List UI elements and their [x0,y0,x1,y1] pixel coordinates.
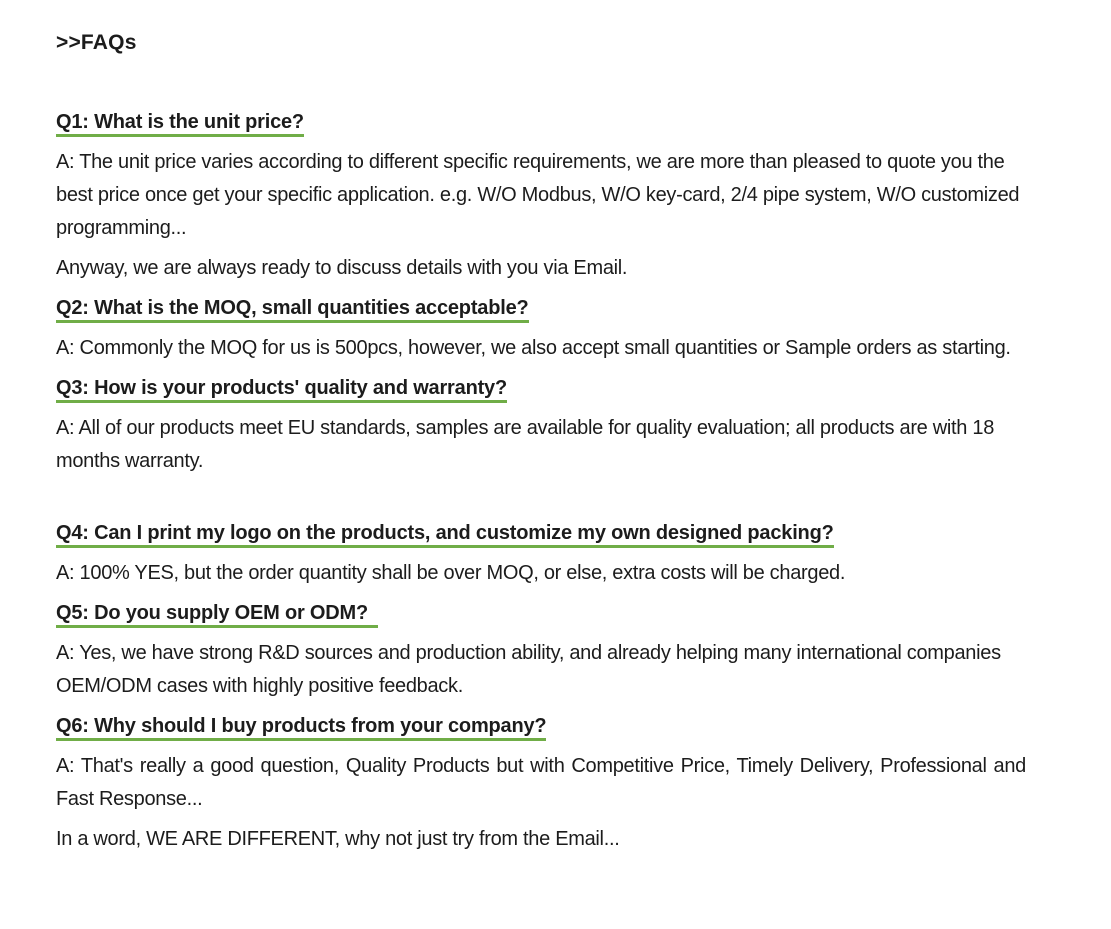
faq-question-q3 [56,372,1026,405]
faq-answer-paragraph: In a word, WE ARE DIFFERENT, why not just try from the Email... [56,828,620,850]
faq-question-text: Q1: What is the unit price? [56,111,304,137]
faq-answer-paragraph: A: The unit price varies according to different specific requirements, we are more than pleased to quote you the best price once get your specific application. e.g. W/O Modbus, W/O key-card, 2/4 pipe system, W/O customized programming... [56,151,1020,239]
faq-question-text: Q6: Why should I buy products from your company? [56,715,546,741]
faq-answer-paragraph: A: Yes, we have strong R&D sources and production ability, and already helping many international companies OEM/ODM cases with highly positive feedback. [56,642,1001,697]
faq-item-q4 [56,517,1026,590]
faq-item-q6 [56,710,1026,856]
faq-item-q1 [56,106,1026,285]
faq-answer-paragraph: A: That's really a good question, Quality Products but with Competitive Price, Timely Delivery, Professional and Fast Response... [56,755,1026,810]
faq-question-q6 [56,710,1026,743]
faq-answer-paragraph: A: Commonly the MOQ for us is 500pcs, however, we also accept small quantities or Sample orders as starting. [56,337,1011,359]
faq-answer-paragraph: Anyway, we are always ready to discuss details with you via Email. [56,257,628,279]
faq-question-q5 [56,597,1026,630]
faq-item-q5 [56,597,1026,703]
faq-answer-paragraph: A: 100% YES, but the order quantity shall be over MOQ, or else, extra costs will be charged. [56,562,846,584]
faq-answer-paragraph: A: All of our products meet EU standards, samples are available for quality evaluation; all products are with 18 months warranty. [56,417,995,472]
faq-question-text: Q5: Do you supply OEM or ODM? [56,602,378,628]
faq-question-text: Q3: How is your products' quality and warranty? [56,377,507,403]
faq-question-text: Q2: What is the MOQ, small quantities acceptable? [56,297,529,323]
faq-question-q2 [56,292,1026,325]
faq-item-q3 [56,372,1026,478]
faq-item-q2 [56,292,1026,365]
faq-question-q1 [56,106,1026,139]
page-title: >>FAQs [56,31,137,54]
faq-question-text: Q4: Can I print my logo on the products, and customize my own designed packing? [56,522,834,548]
faq-question-q4 [56,517,1026,550]
